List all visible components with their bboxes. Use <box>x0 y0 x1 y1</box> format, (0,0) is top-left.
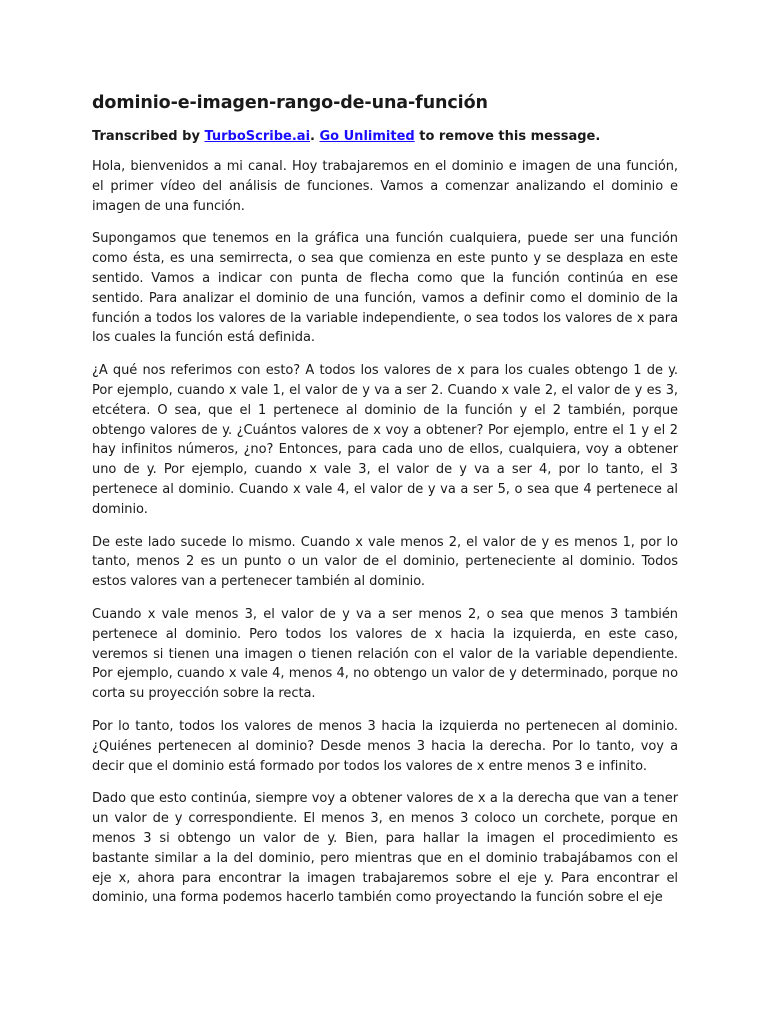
paragraph: ¿A qué nos referimos con esto? A todos los valores de x para los cuales obtengo 1 de y. Por ejemplo, cuando x vale 1, el valor de y va a ser 2. Cuando x vale 2, el valor de y es 3, etcétera. O sea, que el 1 pertenece al dominio de la función y el 2 también, porque obtengo valores de y. ¿Cuántos valores de x voy a obtener? Por ejemplo, entre el 1 y el 2 hay infinitos números, ¿no? Entonces, para cada uno de ellos, cualquiera, voy a obtener uno de y. Por ejemplo, cuando x vale 3, el valor de y va a ser 4, por lo tanto, el 3 pertenece al dominio. Cuando x vale 4, el valor de y va a ser 5, o sea que 4 pertenece al dominio. <box>92 363 678 517</box>
paragraph: Por lo tanto, todos los valores de menos 3 hacia la izquierda no pertenecen al dominio. ¿Quiénes pertenecen al dominio? Desde menos 3 hacia la derecha. Por lo tanto, voy a decir que el dominio está formado por todos los valores de x entre menos 3 e infinito. <box>92 718 678 774</box>
transcribed-suffix: to remove this message. <box>414 129 601 144</box>
paragraph: Hola, bienvenidos a mi canal. Hoy trabajaremos en el dominio e imagen de una función, el primer vídeo del análisis de funciones. Vamos a comenzar analizando el dominio e imagen de una función. <box>92 159 678 214</box>
paragraph: De este lado sucede lo mismo. Cuando x vale menos 2, el valor de y es menos 1, por lo tanto, menos 2 es un punto o un valor de el dominio, perteneciente al dominio. Todos estos valores van a pertenecer también al dominio. <box>92 534 678 590</box>
paragraph: Dado que esto continúa, siempre voy a obtener valores de x a la derecha que van a tener un valor de y correspondiente. El menos 3, en menos 3 coloco un corchete, porque en menos 3 si obtengo un valor de y. Bien, para hallar la imagen el procedimiento es bastante similar a la del dominio, pero mientras que en el dominio trabajábamos con el eje x, ahora para encontrar la imagen trabajaremos sobre el eje y. Para encontrar el dominio, una forma podemos hacerlo también como proyectando la función sobre el eje <box>92 791 678 906</box>
document-title: dominio-e-imagen-rango-de-una-función <box>92 93 488 113</box>
document-page <box>92 91 678 921</box>
paragraph: Supongamos que tenemos en la gráfica una función cualquiera, puede ser una función como ésta, es una semirrecta, o sea que comienza en este punto y se desplaza en este sentido. Vamos a indicar con punta de flecha como que la función continúa en ese sentido. Para analizar el dominio de una función, vamos a definir como el dominio de la función a todos los valores de la variable independiente, o sea todos los valores de x para los cuales la función está definida. <box>92 231 678 346</box>
notice-separator: . <box>310 129 320 144</box>
transcription-notice <box>92 127 678 147</box>
turboscribe-link[interactable]: TurboScribe.ai <box>204 129 311 144</box>
transcribed-prefix: Transcribed by <box>92 129 205 144</box>
go-unlimited-link[interactable]: Go Unlimited <box>319 129 415 144</box>
paragraph: Cuando x vale menos 3, el valor de y va a ser menos 2, o sea que menos 3 también pertenece al dominio. Pero todos los valores de x hacia la izquierda, en este caso, veremos si tienen una imagen o tienen relación con el valor de la variable dependiente. Por ejemplo, cuando x vale 4, menos 4, no obtengo un valor de y determinado, porque no corta su proyección sobre la recta. <box>92 606 678 702</box>
